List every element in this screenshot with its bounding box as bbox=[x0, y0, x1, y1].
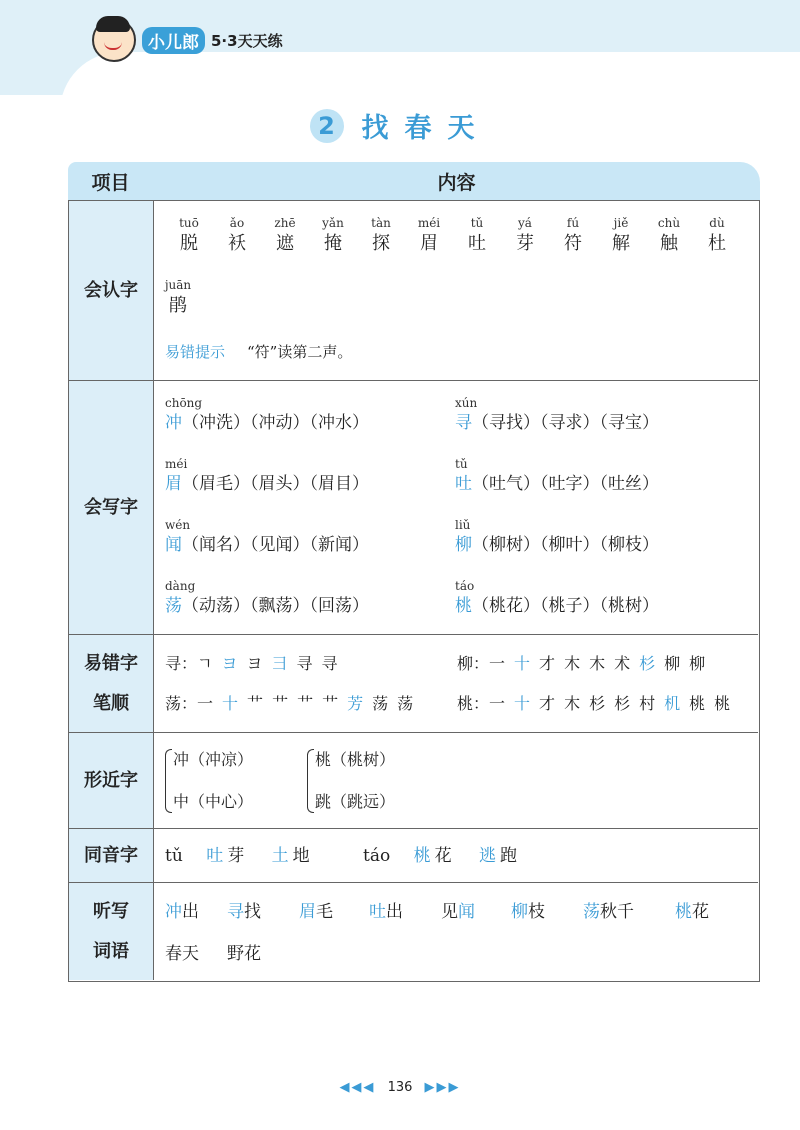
stroke-step: 木 bbox=[589, 654, 606, 673]
write-line bbox=[165, 594, 369, 618]
homophone-group bbox=[363, 829, 525, 883]
write-words: （寻找）（寻求）（寻宝） bbox=[472, 413, 659, 433]
homophone-char: 土 bbox=[271, 846, 289, 866]
write-char: 闻 bbox=[165, 535, 182, 555]
write-line bbox=[455, 472, 659, 496]
label-line: 词语 bbox=[93, 940, 129, 962]
brace-icon bbox=[307, 749, 314, 813]
char-pinyin: méi bbox=[417, 216, 441, 230]
similar-content bbox=[165, 733, 758, 828]
char-cell bbox=[453, 215, 501, 257]
write-char: 眉 bbox=[165, 474, 182, 494]
write-pinyin: tǔ bbox=[455, 457, 468, 471]
label-line: 笔顺 bbox=[93, 692, 129, 714]
row-homophone bbox=[69, 829, 758, 883]
dictation-rest: 花 bbox=[692, 902, 709, 922]
write-pinyin: dàng bbox=[165, 579, 196, 593]
dictation-word bbox=[511, 897, 545, 922]
page-number: 136 bbox=[387, 1080, 413, 1095]
stroke-step: 柳 bbox=[689, 654, 706, 673]
char-cell bbox=[213, 215, 261, 257]
stroke-step: 寻 bbox=[321, 654, 338, 673]
char-hanzi: 脱 bbox=[180, 233, 198, 254]
recognize-content bbox=[165, 201, 758, 380]
char-hanzi: 符 bbox=[564, 233, 582, 254]
write-item bbox=[165, 578, 369, 618]
char-cell bbox=[405, 215, 453, 257]
lesson-number: 2 bbox=[310, 109, 344, 143]
row-label: 会写字 bbox=[69, 381, 154, 634]
homophone-content bbox=[165, 829, 758, 882]
char-hanzi: 触 bbox=[660, 233, 678, 254]
prev-arrows-icon: ◀◀◀ bbox=[339, 1080, 376, 1095]
similar-word: 冲（冲凉） bbox=[173, 750, 254, 769]
write-char: 冲 bbox=[165, 413, 182, 433]
dictation-word bbox=[583, 897, 634, 922]
write-line bbox=[165, 533, 369, 557]
char-hanzi: 袄 bbox=[228, 233, 246, 254]
row-dictation bbox=[69, 883, 758, 980]
write-words: （桃花）（桃子）（桃树） bbox=[472, 596, 659, 616]
write-item bbox=[455, 395, 659, 435]
dictation-hi: 冲 bbox=[165, 902, 182, 922]
row-stroke bbox=[69, 635, 758, 733]
char-hanzi: 鹃 bbox=[169, 295, 187, 316]
char-pinyin: tuō bbox=[179, 216, 199, 230]
stroke-step: ㄱ bbox=[197, 654, 213, 673]
write-pinyin: xún bbox=[455, 396, 478, 410]
char-hanzi: 杜 bbox=[708, 233, 726, 254]
dictation-hi: 寻 bbox=[227, 902, 244, 922]
char-pinyin: jiě bbox=[613, 216, 629, 230]
write-item bbox=[165, 395, 369, 435]
row-label: 会认字 bbox=[69, 201, 154, 380]
header-item: 项目 bbox=[68, 162, 153, 200]
write-content bbox=[165, 381, 758, 634]
dictation-hi: 柳 bbox=[511, 902, 528, 922]
homophone-char: 桃 bbox=[413, 846, 431, 866]
dictation-word bbox=[369, 897, 403, 922]
brand-name: 小儿郎 bbox=[142, 27, 205, 54]
homophone-char: 逃 bbox=[479, 846, 497, 866]
stroke-step: 寻 bbox=[296, 654, 313, 673]
stroke-step: ヨ bbox=[246, 654, 263, 673]
homophone-rest: 跑 bbox=[500, 846, 518, 866]
write-line bbox=[455, 533, 659, 557]
dictation-rest: 枝 bbox=[528, 902, 545, 922]
char-pinyin: tàn bbox=[371, 216, 391, 230]
homophone-word bbox=[414, 846, 456, 866]
write-item bbox=[165, 456, 369, 496]
row-label: 形近字 bbox=[69, 733, 154, 828]
stroke-step: 荡 bbox=[397, 694, 414, 713]
stroke-step: 村 bbox=[639, 694, 656, 713]
homophone-char: 吐 bbox=[206, 846, 224, 866]
write-words: （冲洗）（冲动）（冲水） bbox=[182, 413, 369, 433]
row-similar bbox=[69, 733, 758, 829]
write-char: 吐 bbox=[455, 474, 472, 494]
homophone-word bbox=[479, 846, 521, 866]
stroke-step: 杉 bbox=[589, 694, 606, 713]
stroke-item bbox=[457, 691, 739, 714]
stroke-step: 术 bbox=[614, 654, 631, 673]
stroke-char: 桃： bbox=[457, 694, 490, 713]
stroke-item bbox=[457, 651, 714, 674]
char-cell bbox=[309, 215, 357, 257]
char-pinyin: yá bbox=[518, 216, 532, 230]
row-label bbox=[69, 635, 154, 732]
tip-text: “符”读第二声。 bbox=[247, 343, 353, 361]
table-header bbox=[68, 162, 760, 200]
label-line: 听写 bbox=[93, 900, 129, 922]
write-pinyin: chōng bbox=[165, 396, 203, 410]
stroke-step: 艹 bbox=[322, 694, 339, 713]
write-char: 寻 bbox=[455, 413, 472, 433]
dictation-hi: 闻 bbox=[458, 902, 475, 922]
stroke-step: 十 bbox=[514, 694, 531, 713]
dictation-hi: 吐 bbox=[369, 902, 386, 922]
char-cell bbox=[165, 277, 191, 319]
tip bbox=[165, 341, 352, 362]
char-cell bbox=[549, 215, 597, 257]
stroke-step: ヨ bbox=[221, 654, 238, 673]
stroke-step: 桃 bbox=[714, 694, 731, 713]
write-item bbox=[455, 578, 659, 618]
dictation-rest: 出 bbox=[182, 902, 199, 922]
char-hanzi: 芽 bbox=[516, 233, 534, 254]
char-hanzi: 掩 bbox=[324, 233, 342, 254]
row-label bbox=[69, 883, 154, 980]
char-hanzi: 眉 bbox=[420, 233, 438, 254]
write-words: （柳树）（柳叶）（柳枝） bbox=[472, 535, 659, 555]
stroke-step: 桃 bbox=[689, 694, 706, 713]
stroke-step: 荡 bbox=[372, 694, 389, 713]
write-words: （闻名）（见闻）（新闻） bbox=[182, 535, 369, 555]
label-line: 易错字 bbox=[84, 652, 138, 674]
stroke-step: 才 bbox=[539, 654, 556, 673]
char-pinyin: ǎo bbox=[229, 216, 245, 230]
row-write bbox=[69, 381, 758, 635]
write-line bbox=[455, 594, 659, 618]
write-words: （动荡）（飘荡）（回荡） bbox=[182, 596, 369, 616]
stroke-char: 荡： bbox=[165, 694, 198, 713]
char-hanzi: 解 bbox=[612, 233, 630, 254]
homophone-word bbox=[272, 846, 314, 866]
char-cell bbox=[165, 215, 213, 257]
similar-word: 跳（跳远） bbox=[315, 792, 396, 811]
stroke-item bbox=[165, 651, 347, 674]
char-cell bbox=[501, 215, 549, 257]
dictation-word bbox=[165, 897, 199, 922]
char-cell bbox=[645, 215, 693, 257]
tip-label: 易错提示 bbox=[165, 343, 226, 361]
char-cell bbox=[357, 215, 405, 257]
write-line bbox=[455, 411, 659, 435]
stroke-content bbox=[165, 635, 758, 732]
dictation-word bbox=[227, 939, 261, 964]
homophone-group bbox=[165, 829, 318, 883]
next-arrows-icon: ▶▶▶ bbox=[424, 1080, 461, 1095]
write-pinyin: liǔ bbox=[455, 518, 471, 532]
stroke-step: 才 bbox=[539, 694, 556, 713]
write-words: （眉毛）（眉头）（眉目） bbox=[182, 474, 369, 494]
similar-word: 中（中心） bbox=[173, 792, 254, 811]
stroke-step: 芳 bbox=[347, 694, 364, 713]
pager bbox=[0, 1080, 800, 1095]
stroke-step: 一 bbox=[197, 694, 214, 713]
char-pinyin: chù bbox=[657, 216, 681, 230]
stroke-step: 柳 bbox=[664, 654, 681, 673]
dictation-rest: 出 bbox=[386, 902, 403, 922]
char-hanzi: 探 bbox=[372, 233, 390, 254]
write-pinyin: méi bbox=[165, 457, 188, 471]
char-cell bbox=[597, 215, 645, 257]
homophone-rest: 花 bbox=[434, 846, 452, 866]
char-pinyin: yǎn bbox=[322, 216, 344, 230]
char-hanzi: 遮 bbox=[276, 233, 294, 254]
dictation-rest: 毛 bbox=[316, 902, 333, 922]
char-cell bbox=[261, 215, 309, 257]
row-recognize bbox=[69, 201, 758, 381]
stroke-char: 柳： bbox=[457, 654, 490, 673]
write-item bbox=[455, 456, 659, 496]
char-cell bbox=[693, 215, 741, 257]
homophone-rest: 芽 bbox=[227, 846, 245, 866]
char-pinyin: fú bbox=[566, 216, 580, 230]
write-char: 柳 bbox=[455, 535, 472, 555]
header-content: 内容 bbox=[153, 162, 760, 200]
dictation-hi: 荡 bbox=[583, 902, 600, 922]
stroke-step: 十 bbox=[222, 694, 239, 713]
homophone-pinyin: táo bbox=[363, 846, 391, 866]
dictation-rest: 春天 bbox=[165, 944, 199, 964]
mascot-icon bbox=[92, 18, 136, 62]
homophone-pinyin: tǔ bbox=[165, 846, 183, 866]
dictation-word bbox=[227, 897, 261, 922]
homophone-rest: 地 bbox=[292, 846, 310, 866]
dictation-word bbox=[675, 897, 709, 922]
write-line bbox=[165, 411, 369, 435]
stroke-step: 一 bbox=[489, 654, 506, 673]
lesson-title bbox=[0, 106, 800, 145]
similar-word: 桃（桃树） bbox=[315, 750, 396, 769]
dictation-rest: 野花 bbox=[227, 944, 261, 964]
stroke-step: 一 bbox=[489, 694, 506, 713]
stroke-step: 杉 bbox=[639, 654, 656, 673]
dictation-hi: 桃 bbox=[675, 902, 692, 922]
stroke-step: 杉 bbox=[614, 694, 631, 713]
stroke-step: 十 bbox=[514, 654, 531, 673]
write-item bbox=[165, 517, 369, 557]
write-words: （吐气）（吐字）（吐丝） bbox=[472, 474, 659, 494]
stroke-step: 木 bbox=[564, 654, 581, 673]
brand-series: 5·3天天练 bbox=[211, 31, 283, 50]
stroke-char: 寻： bbox=[165, 654, 198, 673]
dictation-rest: 见 bbox=[441, 902, 458, 922]
char-pinyin: tǔ bbox=[470, 216, 484, 230]
char-pinyin: dù bbox=[709, 216, 725, 230]
word-table bbox=[68, 200, 760, 982]
stroke-step: 艹 bbox=[297, 694, 314, 713]
row-label: 同音字 bbox=[69, 829, 154, 882]
char-pinyin: juān bbox=[164, 278, 192, 292]
brand bbox=[92, 18, 283, 62]
stroke-step: 彐 bbox=[271, 654, 288, 673]
write-char: 桃 bbox=[455, 596, 472, 616]
stroke-step: 艹 bbox=[272, 694, 289, 713]
write-line bbox=[165, 472, 369, 496]
dictation-word bbox=[165, 939, 199, 964]
lesson-title-text: 找春天 bbox=[361, 113, 491, 144]
homophone-word bbox=[206, 846, 248, 866]
char-hanzi: 吐 bbox=[468, 233, 486, 254]
dictation-rest: 秋千 bbox=[600, 902, 634, 922]
write-pinyin: táo bbox=[455, 579, 475, 593]
stroke-step: 艹 bbox=[247, 694, 264, 713]
dictation-rest: 找 bbox=[244, 902, 261, 922]
brace-icon bbox=[165, 749, 172, 813]
stroke-step: 机 bbox=[664, 694, 681, 713]
dictation-word bbox=[441, 897, 475, 922]
recognize-grid bbox=[165, 215, 741, 257]
stroke-step: 木 bbox=[564, 694, 581, 713]
dictation-content bbox=[165, 883, 758, 980]
dictation-hi: 眉 bbox=[299, 902, 316, 922]
write-pinyin: wén bbox=[165, 518, 191, 532]
write-char: 荡 bbox=[165, 596, 182, 616]
write-item bbox=[455, 517, 659, 557]
char-pinyin: zhē bbox=[274, 216, 296, 230]
stroke-item bbox=[165, 691, 422, 714]
dictation-word bbox=[299, 897, 333, 922]
